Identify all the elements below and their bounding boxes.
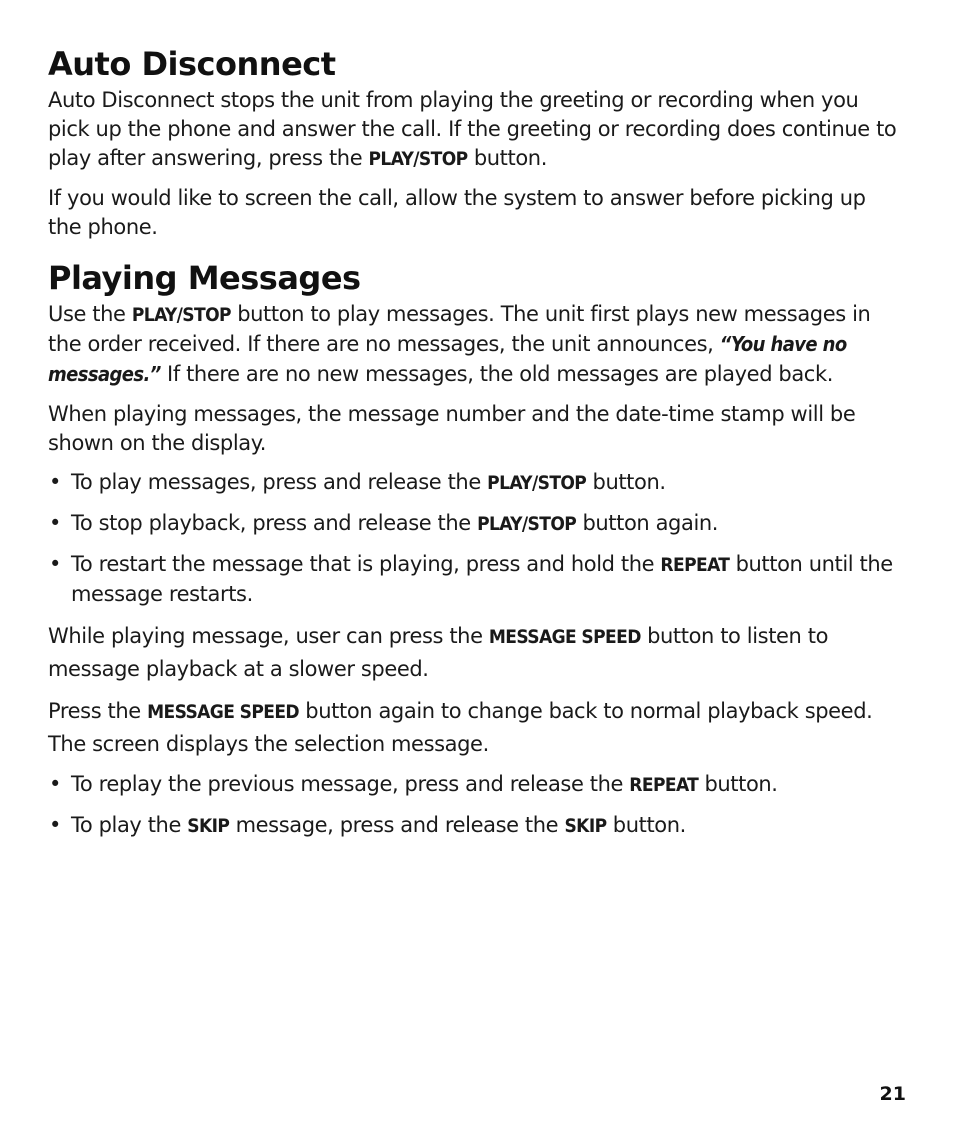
skip-keyword: SKIP — [564, 815, 607, 837]
screen-call-paragraph: If you would like to screen the call, allow the system to answer before picking up the phone. — [48, 186, 866, 239]
section-heading-playing-messages: Playing Messages — [48, 259, 361, 297]
manual-page — [48, 44, 898, 852]
message-speed-keyword: MESSAGE SPEED — [488, 626, 641, 648]
repeat-keyword: REPEAT — [660, 554, 730, 576]
replay-skip-list — [48, 770, 898, 841]
playing-intro-paragraph: Use the PLAY/STOP button to play messages. The unit first plays new messages in the order received. If there are no messages, the unit announces, “You have no messages.” If there are no new messages, the old messages are played back. — [48, 302, 871, 386]
bullet-icon: • — [49, 511, 61, 535]
play-stop-keyword: PLAY/STOP — [368, 148, 468, 170]
skip-keyword: SKIP — [187, 815, 230, 837]
bullet-icon: • — [49, 813, 61, 837]
auto-disconnect-paragraph: Auto Disconnect stops the unit from playing the greeting or recording when you pick up the phone and answer the call. If the greeting or recording does continue to play after answering, press the PLAY/STOP button. — [48, 88, 897, 170]
play-stop-keyword: PLAY/STOP — [131, 304, 231, 326]
list-item: • To restart the message that is playing, press and hold the REPEAT button until the message restarts. — [49, 552, 893, 606]
list-item: • To play the SKIP message, press and release the SKIP button. — [48, 811, 898, 841]
play-stop-keyword: PLAY/STOP — [477, 513, 577, 535]
bullet-icon: • — [49, 470, 61, 494]
display-info-paragraph: When playing messages, the message number and the date-time stamp will be shown on the display. — [48, 402, 856, 455]
playback-instructions-list — [48, 468, 898, 609]
repeat-keyword: REPEAT — [629, 774, 699, 796]
message-speed-again-paragraph: Press the MESSAGE SPEED button again to change back to normal playback speed. The screen displays the selection message. — [48, 699, 873, 756]
list-item: • To play messages, press and release the PLAY/STOP button. — [48, 468, 898, 498]
bullet-icon: • — [49, 552, 61, 576]
list-item: • To replay the previous message, press and release the REPEAT button. — [48, 770, 898, 800]
play-stop-keyword: PLAY/STOP — [487, 472, 587, 494]
message-speed-keyword: MESSAGE SPEED — [147, 701, 300, 723]
message-speed-paragraph: While playing message, user can press the MESSAGE SPEED button to listen to message playback at a slower speed. — [48, 624, 829, 681]
section-heading-auto-disconnect: Auto Disconnect — [48, 45, 336, 83]
bullet-icon: • — [49, 772, 61, 796]
list-item: • To stop playback, press and release the PLAY/STOP button again. — [48, 509, 898, 539]
announcement-quote: “You have no messages.” — [48, 332, 847, 386]
page-number: 21 — [879, 1083, 906, 1105]
